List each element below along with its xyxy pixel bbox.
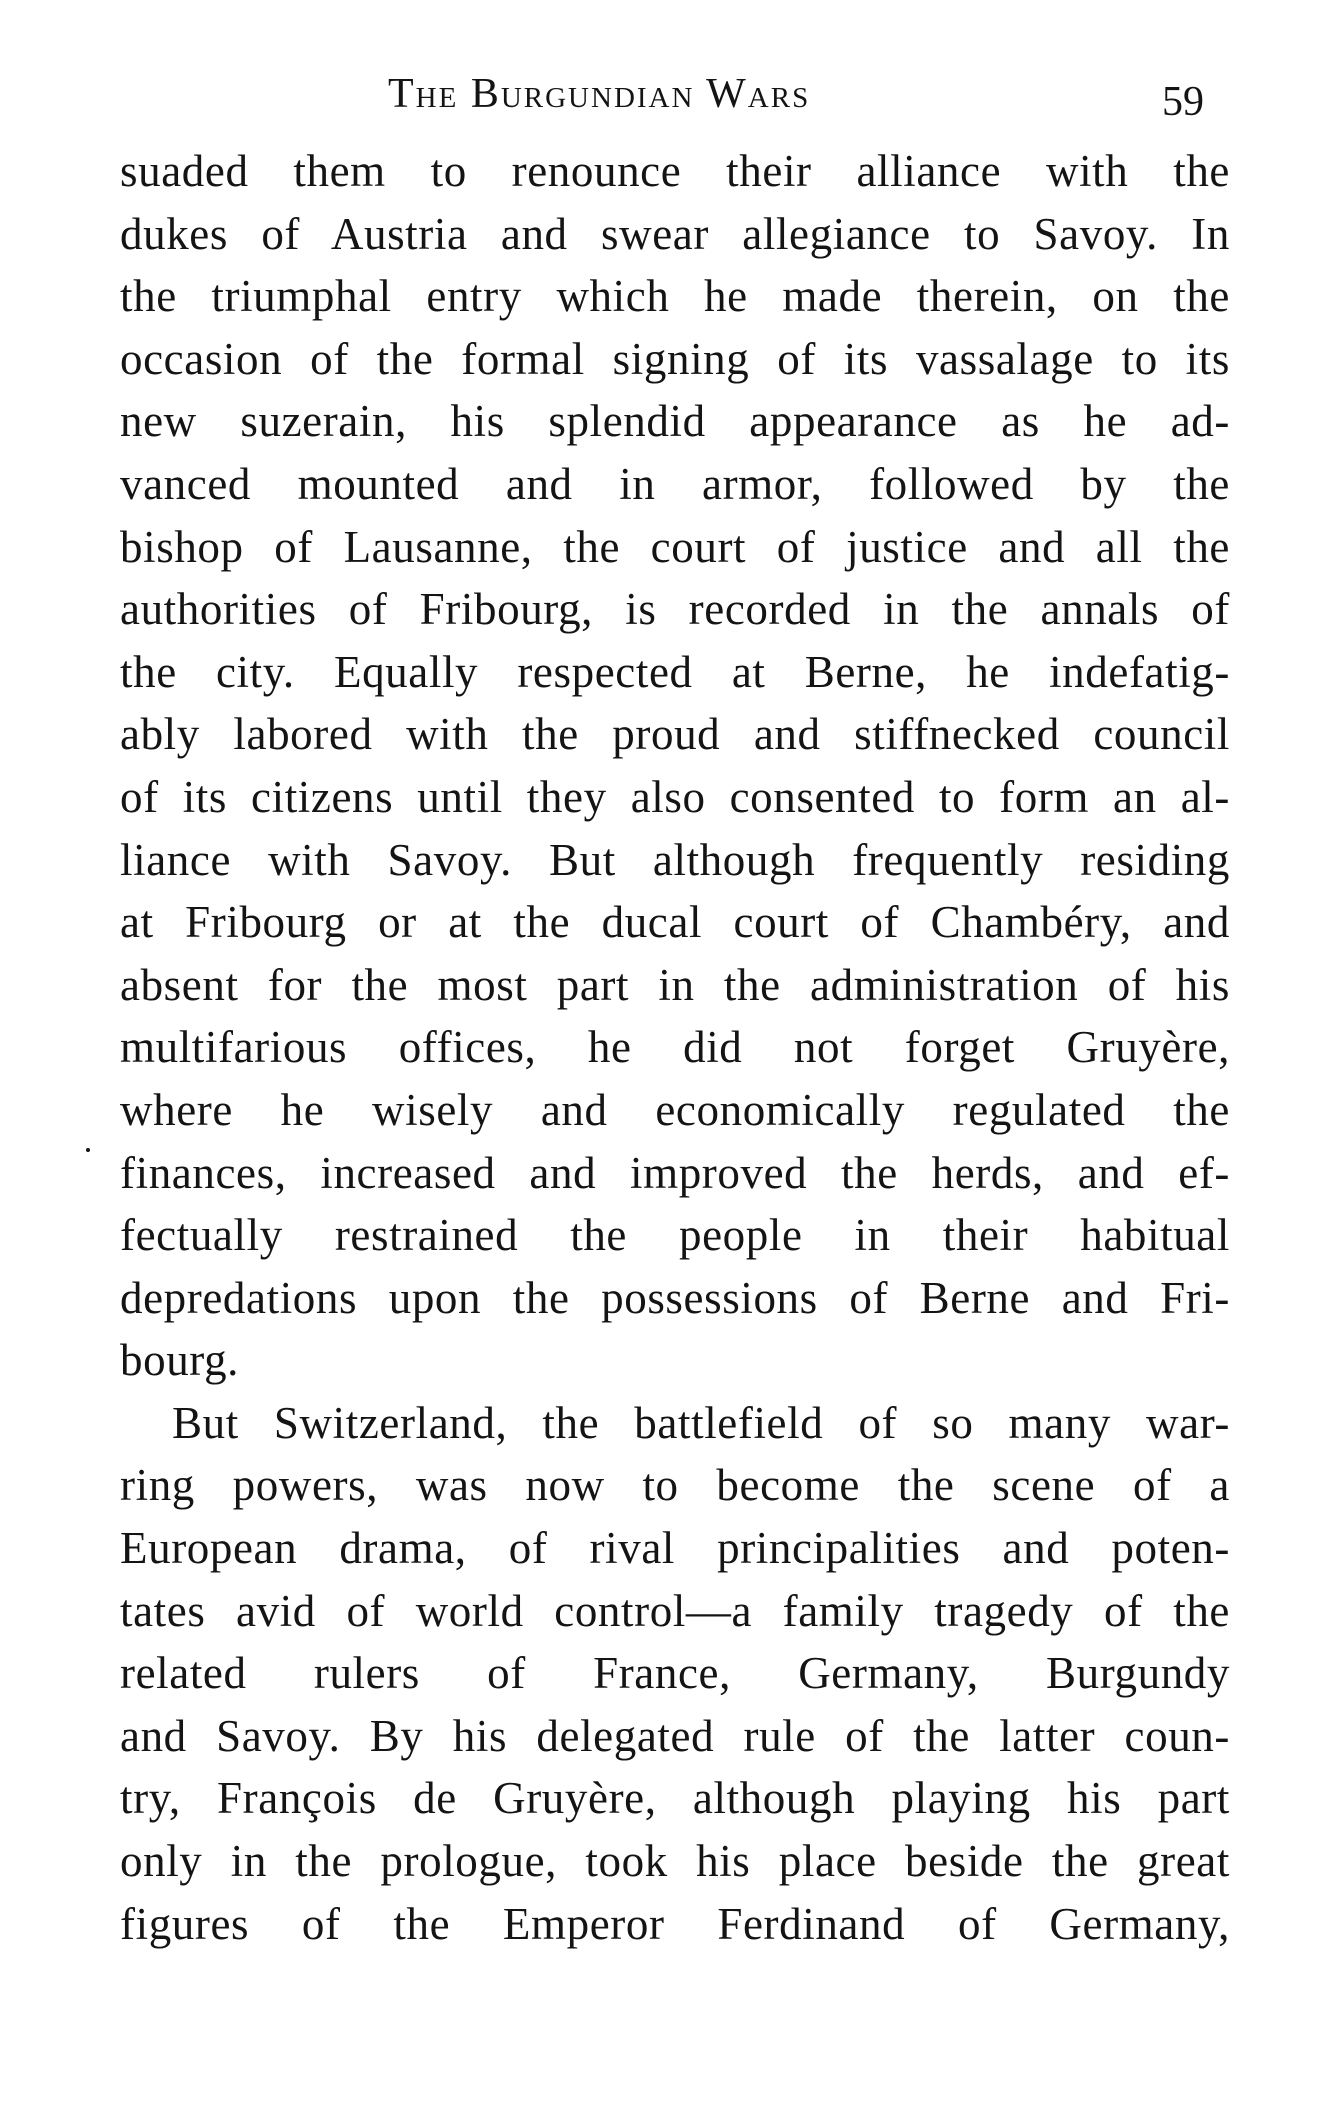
text-line: vanced mounted and in armor, followed by the [120, 458, 1230, 509]
text-line: the triumphal entry which he made therein, on the [120, 271, 1230, 322]
paragraph-2 [120, 1392, 1230, 1955]
text-line: European drama, of rival principalities and poten- [120, 1523, 1230, 1574]
running-title: The Burgundian Wars [388, 71, 811, 117]
page-number: 59 [1162, 79, 1204, 125]
paragraph-1 [120, 140, 1230, 1392]
text-line: depredations upon the possessions of Berne and Fri- [120, 1272, 1230, 1323]
text-line: try, François de Gruyère, although playing his part [120, 1773, 1230, 1824]
text-line: new suzerain, his splendid appearance as he ad- [120, 396, 1230, 447]
text-line: multifarious offices, he did not forget Gruyère, [120, 1022, 1230, 1073]
text-line: the city. Equally respected at Berne, he indefatig- [120, 646, 1230, 697]
body-text [120, 140, 1230, 1955]
text-line: figures of the Emperor Ferdinand of Germany, [120, 1898, 1230, 1949]
text-line: authorities of Fribourg, is recorded in the annals of [120, 584, 1230, 635]
text-line: liance with Savoy. But although frequently residing [120, 834, 1230, 885]
text-line: finances, increased and improved the herds, and ef- [120, 1147, 1230, 1198]
text-line: dukes of Austria and swear allegiance to Savoy. In [120, 208, 1230, 259]
text-line: related rulers of France, Germany, Burgundy [120, 1648, 1230, 1699]
text-line: and Savoy. By his delegated rule of the latter coun- [120, 1710, 1230, 1761]
stray-ink-mark [86, 1148, 90, 1152]
text-line: ring powers, was now to become the scene of a [120, 1460, 1230, 1511]
text-line: of its citizens until they also consented to form an al- [120, 771, 1230, 822]
text-line: But Switzerland, the battlefield of so many war- [172, 1397, 1230, 1448]
text-line: absent for the most part in the administration of his [120, 959, 1230, 1010]
text-line: bourg. [120, 1335, 240, 1386]
text-line: fectually restrained the people in their habitual [120, 1210, 1230, 1261]
running-head [0, 64, 1338, 124]
text-line: tates avid of world control—a family tragedy of the [120, 1585, 1230, 1636]
text-line: suaded them to renounce their alliance with the [120, 146, 1230, 196]
text-line: where he wisely and economically regulated the [120, 1084, 1230, 1135]
text-line: bishop of Lausanne, the court of justice and all the [120, 521, 1230, 572]
text-line: at Fribourg or at the ducal court of Chambéry, and [120, 897, 1230, 948]
text-line: occasion of the formal signing of its vassalage to its [120, 333, 1230, 384]
text-line: ably labored with the proud and stiffnecked council [120, 709, 1230, 760]
text-line: only in the prologue, took his place beside the great [120, 1836, 1230, 1887]
